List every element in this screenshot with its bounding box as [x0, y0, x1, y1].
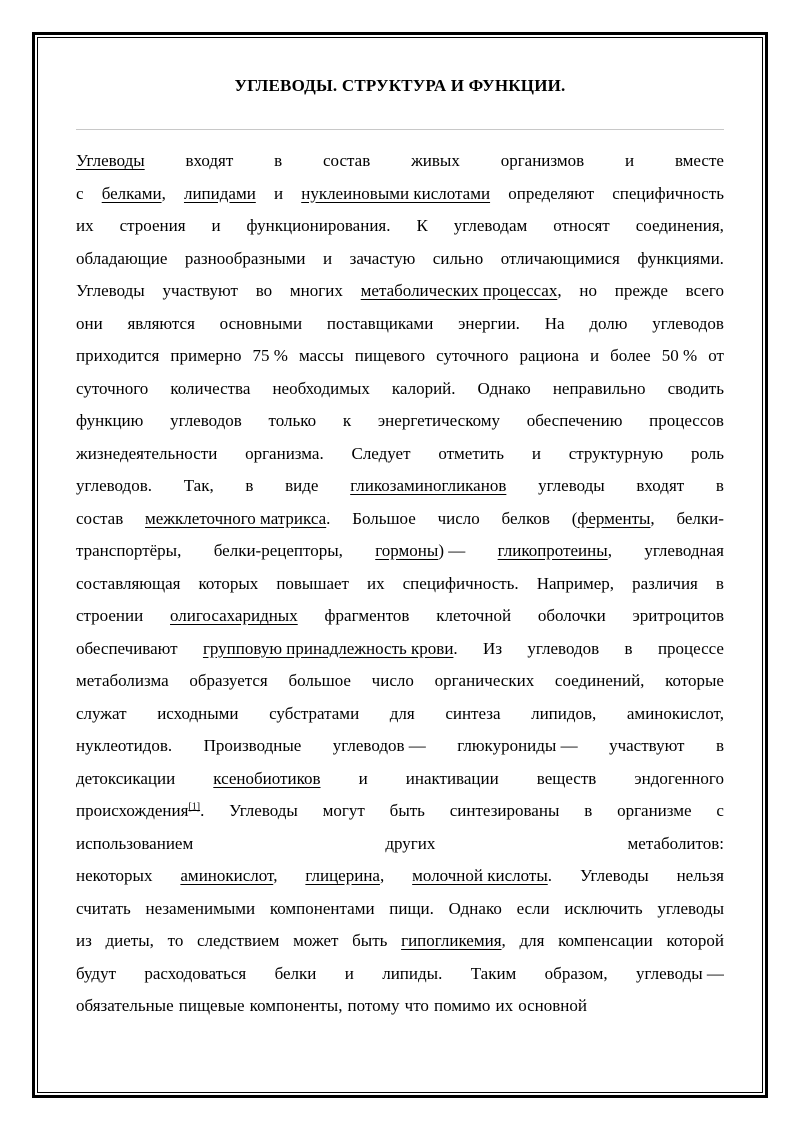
text-chunk: нуклеотидов.: [76, 736, 173, 755]
text-chunk: соединений,: [554, 671, 645, 690]
text-chunk: Например,: [536, 573, 615, 593]
text-chunk: которой: [666, 931, 724, 950]
text-chunk: углеводам: [453, 216, 528, 235]
text-chunk: энергии.: [458, 313, 520, 333]
text-chunk: повышает: [276, 573, 349, 593]
text-chunk: белки-рецепторы,: [213, 541, 343, 560]
text-chunk: детоксикации: [76, 768, 176, 788]
text-chunk: основной: [518, 996, 587, 1015]
text-line: [76, 145, 724, 178]
text-chunk: разнообразными: [184, 248, 306, 268]
text-chunk: [301, 178, 490, 211]
text-chunk: служат: [76, 703, 127, 723]
hyperlink[interactable]: групповую принадлежность крови: [202, 638, 454, 658]
text-chunk: с: [716, 801, 724, 820]
text-chunk: углеводы: [657, 898, 724, 918]
text-chunk: молочной кислоты.: [412, 866, 552, 885]
text-chunk: многих: [289, 281, 343, 300]
text-chunk: [184, 178, 256, 211]
text-chunk: Углеводы: [229, 801, 298, 820]
text-line: [76, 860, 724, 893]
text-chunk: входят: [636, 476, 685, 495]
text-chunk: аминокислот,: [626, 703, 724, 723]
text-chunk: из: [76, 931, 92, 950]
text-chunk: синтезированы: [449, 801, 560, 820]
text-chunk: но: [579, 281, 597, 300]
text-chunk: от: [708, 346, 724, 365]
text-chunk: и: [531, 443, 541, 463]
text-chunk: углеводная: [644, 541, 724, 560]
text-chunk: обязательные: [76, 996, 174, 1015]
hyperlink[interactable]: олигосахаридных: [170, 606, 298, 625]
text-chunk: во: [255, 281, 273, 300]
document-title: УГЛЕВОДЫ. СТРУКТУРА И ФУНКЦИИ.: [234, 76, 566, 95]
text-chunk: гормоны) —: [375, 541, 466, 560]
text-chunk: строения: [119, 216, 186, 235]
text-chunk: белки-: [676, 508, 724, 528]
text-chunk: На: [544, 313, 565, 333]
text-chunk: долю: [589, 313, 628, 333]
text-chunk: число: [371, 671, 414, 690]
text-chunk: организмов: [500, 151, 585, 170]
text-chunk: отметить: [438, 443, 505, 463]
text-chunk: нельзя: [676, 866, 724, 885]
text-chunk: то: [167, 931, 184, 950]
text-chunk: с: [76, 183, 84, 203]
text-chunk: [213, 763, 320, 796]
text-chunk: соединения,: [635, 216, 724, 235]
text-chunk: метаболических процессах,: [360, 281, 562, 300]
text-chunk: более: [610, 346, 651, 365]
text-chunk: составляющая: [76, 573, 181, 593]
hyperlink[interactable]: метаболических процессах: [360, 281, 558, 300]
text-chunk: следствием: [197, 931, 280, 950]
text-chunk: потому: [347, 996, 400, 1015]
text-line: [76, 438, 724, 471]
text-chunk: эритроцитов: [632, 606, 724, 625]
text-chunk: специфичность.: [402, 573, 519, 593]
text-chunk: состав: [323, 151, 371, 170]
text-chunk: липидов,: [531, 703, 597, 723]
text-chunk: приходится: [76, 346, 160, 365]
text-chunk: транспортёры,: [76, 541, 182, 560]
text-line: [76, 308, 724, 341]
hyperlink[interactable]: гипогликемия: [401, 931, 502, 950]
text-chunk: зачастую: [349, 248, 416, 268]
text-chunk: и: [589, 346, 600, 365]
text-chunk: углеводы: [538, 476, 605, 495]
text-chunk: участвуют: [162, 281, 238, 300]
text-chunk: число: [437, 508, 480, 528]
text-chunk: основными: [219, 313, 303, 333]
title-divider: [76, 129, 724, 130]
text-chunk: пищевые: [178, 996, 245, 1015]
text-chunk: и: [211, 216, 221, 235]
text-chunk: суточного: [436, 346, 509, 365]
text-chunk: инактивации: [405, 768, 499, 788]
text-line: [76, 698, 724, 731]
text-chunk: относят: [553, 216, 610, 235]
text-line: [76, 633, 724, 666]
document-body: [76, 145, 724, 1023]
text-line: [76, 763, 724, 796]
text-chunk: быть: [389, 801, 425, 820]
text-chunk: и: [273, 183, 284, 203]
text-chunk: и: [625, 151, 635, 170]
text-chunk: состав: [76, 508, 124, 528]
text-chunk: обеспечивают: [76, 638, 178, 658]
text-chunk: калорий.: [391, 378, 456, 398]
text-chunk: определяют: [508, 183, 595, 203]
text-chunk: массы: [299, 346, 344, 365]
hyperlink[interactable]: Углеводы: [76, 151, 145, 170]
text-chunk: что: [404, 996, 429, 1015]
text-line: [76, 795, 724, 828]
text-chunk: использованием: [76, 833, 194, 853]
text-line: [76, 340, 724, 373]
text-chunk: считать: [76, 898, 131, 918]
text-chunk: строении: [76, 606, 144, 625]
text-chunk: Углеводы: [76, 281, 145, 300]
text-chunk: происхождения[1].: [76, 801, 205, 820]
text-chunk: организма.: [245, 443, 324, 463]
text-chunk: помимо: [434, 996, 491, 1015]
text-chunk: которых: [198, 573, 259, 593]
text-chunk: структурную: [568, 443, 664, 463]
text-chunk: К: [416, 216, 428, 235]
text-chunk: гликопротеины,: [497, 541, 612, 560]
text-chunk: сильно: [432, 248, 484, 268]
text-chunk: липиды.: [382, 963, 443, 983]
text-line: [76, 730, 724, 763]
text-chunk: они: [76, 313, 103, 333]
text-chunk: быть: [352, 931, 388, 950]
text-chunk: образом,: [544, 963, 608, 983]
text-chunk: входят: [185, 151, 234, 170]
text-chunk: и: [344, 963, 354, 983]
text-chunk: [170, 600, 298, 633]
text-chunk: в: [274, 151, 283, 170]
text-chunk: расходоваться: [144, 963, 247, 983]
text-chunk: будут: [76, 963, 117, 983]
text-chunk: живых: [411, 151, 460, 170]
text-chunk: для: [519, 931, 545, 950]
text-line: [76, 275, 724, 308]
text-chunk: углеводов: [170, 411, 242, 430]
text-chunk: Большое: [352, 508, 416, 528]
text-chunk: прежде: [614, 281, 668, 300]
text-chunk: эндогенного: [634, 768, 724, 788]
hyperlink[interactable]: белками: [101, 183, 162, 203]
text-chunk: роль: [690, 443, 724, 463]
text-chunk: может: [293, 931, 339, 950]
text-line: [76, 210, 724, 243]
text-chunk: углеводы —: [636, 963, 724, 983]
text-chunk: Из: [483, 638, 503, 658]
text-chunk: различия: [632, 573, 698, 593]
hyperlink[interactable]: гормоны: [375, 541, 439, 560]
footnote-reference[interactable]: [1]: [188, 801, 201, 813]
text-chunk: организме: [617, 801, 692, 820]
text-chunk: жизнедеятельности: [76, 443, 218, 463]
text-chunk: субстратами: [269, 703, 360, 723]
text-line: [76, 600, 724, 633]
text-chunk: компоненты,: [249, 996, 343, 1015]
text-line: [76, 958, 724, 991]
text-chunk: вместе: [674, 151, 724, 170]
text-line: [76, 373, 724, 406]
text-chunk: [76, 145, 145, 178]
text-chunk: обеспечению: [526, 411, 623, 430]
text-chunk: которые: [665, 671, 724, 690]
text-chunk: углеводов —: [332, 736, 426, 755]
text-chunk: [350, 470, 506, 503]
text-chunk: виде: [285, 476, 319, 495]
text-chunk: количества: [170, 378, 251, 398]
text-chunk: пищи.: [389, 898, 434, 918]
hyperlink[interactable]: ферменты: [577, 508, 651, 528]
text-chunk: и: [323, 248, 333, 268]
text-line: [76, 828, 724, 861]
hyperlink[interactable]: аминокислот: [180, 866, 274, 885]
text-chunk: органических: [434, 671, 535, 690]
text-line: [76, 665, 724, 698]
text-chunk: поставщиками: [326, 313, 434, 333]
text-chunk: Следует: [351, 443, 411, 463]
text-line: [76, 925, 724, 958]
text-chunk: большое: [288, 671, 351, 690]
text-chunk: обладающие: [76, 248, 168, 268]
text-chunk: являются: [127, 313, 195, 333]
text-chunk: глюкурониды —: [457, 736, 578, 755]
text-chunk: глицерина,: [305, 866, 385, 885]
text-chunk: функциями.: [637, 248, 724, 268]
text-chunk: функционирования.: [246, 216, 391, 235]
text-chunk: 75 %: [252, 346, 288, 365]
text-line: [76, 568, 724, 601]
text-chunk: компенсации: [558, 931, 653, 950]
hyperlink[interactable]: гликозаминогликанов: [350, 476, 507, 495]
hyperlink[interactable]: межклеточного матрикса: [145, 508, 327, 528]
text-chunk: Таким: [470, 963, 517, 983]
text-chunk: только: [268, 411, 317, 430]
text-line: [76, 893, 724, 926]
hyperlink[interactable]: глицерина: [305, 866, 380, 885]
text-chunk: метаболизма: [76, 671, 169, 690]
text-chunk: в: [715, 573, 724, 593]
text-chunk: белки: [274, 963, 317, 983]
text-line: [76, 470, 724, 503]
text-chunk: белками,: [101, 183, 166, 203]
text-chunk: в: [715, 736, 724, 755]
hyperlink[interactable]: липидами: [183, 183, 256, 203]
text-chunk: если: [516, 898, 550, 918]
text-chunk: их: [367, 573, 385, 593]
text-chunk: компонентами: [269, 898, 375, 918]
text-chunk: гипогликемия,: [401, 931, 506, 950]
text-chunk: других: [385, 833, 436, 853]
text-chunk: образуется: [189, 671, 268, 690]
text-chunk: в: [245, 476, 254, 495]
hyperlink[interactable]: молочной кислоты: [412, 866, 548, 885]
hyperlink[interactable]: нуклеиновыми кислотами: [301, 183, 491, 203]
text-chunk: участвуют: [609, 736, 685, 755]
text-chunk: и: [358, 768, 368, 788]
text-chunk: некоторых: [76, 866, 153, 885]
text-chunk: белков: [501, 508, 550, 528]
text-chunk: незаменимыми: [145, 898, 256, 918]
text-chunk: Однако: [448, 898, 502, 918]
text-chunk: для: [389, 703, 415, 723]
text-chunk: примерно: [170, 346, 242, 365]
text-chunk: 50 %: [661, 346, 698, 365]
text-chunk: синтеза: [445, 703, 501, 723]
text-chunk: диеты,: [105, 931, 154, 950]
text-line: [76, 503, 724, 536]
text-chunk: фрагментов: [324, 606, 410, 625]
text-chunk: процессов: [649, 411, 724, 430]
text-chunk: энергетическому: [377, 411, 501, 430]
text-chunk: в: [624, 638, 633, 658]
text-chunk: межклеточного матрикса.: [145, 508, 331, 528]
text-line: [76, 178, 724, 211]
text-chunk: (ферменты,: [571, 508, 655, 528]
text-chunk: Производные: [203, 736, 302, 755]
text-chunk: аминокислот,: [180, 866, 278, 885]
text-chunk: суточного: [76, 378, 149, 398]
text-chunk: неправильно: [552, 378, 646, 398]
text-line: [76, 243, 724, 276]
text-chunk: углеводов.: [76, 476, 152, 495]
text-chunk: процессе: [657, 638, 724, 658]
text-chunk: углеводов: [527, 638, 600, 658]
text-chunk: Так,: [183, 476, 214, 495]
text-chunk: рациона: [519, 346, 579, 365]
text-chunk: функцию: [76, 411, 144, 430]
text-chunk: пищевого: [354, 346, 426, 365]
text-line: [76, 535, 724, 568]
text-chunk: веществ: [536, 768, 597, 788]
text-chunk: к: [342, 411, 352, 430]
text-chunk: могут: [322, 801, 365, 820]
text-chunk: сводить: [667, 378, 724, 398]
text-chunk: специфичность: [612, 183, 724, 203]
text-chunk: всего: [685, 281, 724, 300]
text-chunk: Углеводы: [579, 866, 649, 885]
text-chunk: Однако: [477, 378, 531, 398]
text-chunk: их: [495, 996, 514, 1015]
text-chunk: их: [76, 216, 94, 235]
hyperlink[interactable]: гликопротеины: [497, 541, 608, 560]
text-chunk: клеточной: [436, 606, 512, 625]
text-line: [76, 405, 724, 438]
text-chunk: отличающимися: [500, 248, 620, 268]
text-chunk: исключить: [564, 898, 643, 918]
text-chunk: углеводов: [652, 313, 724, 333]
text-chunk: в: [584, 801, 593, 820]
text-chunk: в: [715, 476, 724, 495]
text-chunk: групповую принадлежность крови.: [202, 638, 458, 658]
text-line: [76, 990, 724, 1023]
hyperlink[interactable]: ксенобиотиков: [213, 768, 321, 788]
text-chunk: оболочки: [537, 606, 606, 625]
text-chunk: необходимых: [272, 378, 370, 398]
text-chunk: метаболитов:: [627, 833, 724, 853]
text-chunk: исходными: [157, 703, 239, 723]
